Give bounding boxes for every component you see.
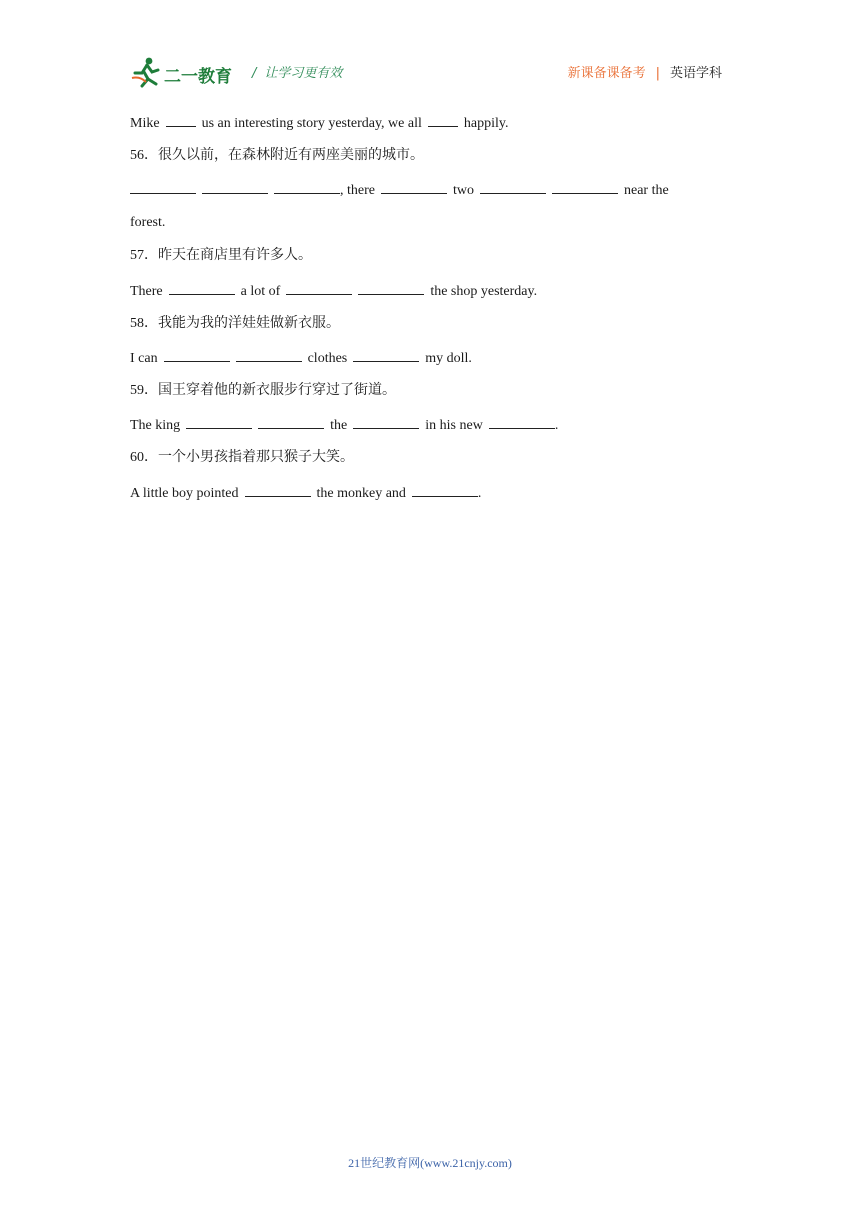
question-chinese: 很久以前，在森林附近有两座美丽的城市。 xyxy=(158,147,424,163)
answer-blank[interactable] xyxy=(202,179,268,194)
answer-blank[interactable] xyxy=(381,179,447,194)
answer-blank[interactable] xyxy=(186,414,252,429)
answer-blank[interactable] xyxy=(353,414,419,429)
page-footer[interactable]: 21世纪教育网(www.21cnjy.com) xyxy=(348,1156,512,1170)
answer-blank[interactable] xyxy=(258,414,324,429)
answer-blank[interactable] xyxy=(480,179,546,194)
answer-blank[interactable] xyxy=(358,280,424,295)
answer-blank[interactable] xyxy=(353,347,419,362)
answer-blank[interactable] xyxy=(169,280,235,295)
subject-label: 英语学科 xyxy=(669,66,722,81)
answer-blank[interactable] xyxy=(286,280,352,295)
q60-english: A little boy pointed the monkey and . xyxy=(130,482,730,516)
header-separator: | xyxy=(655,66,660,81)
question-number: 57． xyxy=(130,248,158,264)
question-chinese: 我能为我的洋娃娃做新衣服。 xyxy=(158,315,340,331)
question-number: 56． xyxy=(130,147,158,163)
header-right xyxy=(568,62,722,81)
answer-blank[interactable] xyxy=(236,347,302,362)
answer-blank[interactable] xyxy=(552,179,618,194)
slogan-text: 让学习更有效 xyxy=(264,66,343,81)
q60-chinese xyxy=(130,448,730,482)
question-number: 60． xyxy=(130,449,158,465)
question-number: 58． xyxy=(130,315,158,331)
q58-chinese xyxy=(130,314,730,348)
slogan-slash: / xyxy=(252,66,257,81)
question-chinese: 国王穿着他的新衣服步行穿过了街道。 xyxy=(158,382,396,398)
header-label: 新课备课备考 xyxy=(567,66,646,81)
q59-chinese xyxy=(130,381,730,415)
slogan xyxy=(252,62,342,81)
q57-chinese xyxy=(130,246,730,280)
q55-english: Mike us an interesting story yesterday, we all happily. xyxy=(130,112,730,146)
q57-english: There a lot of the shop yesterday. xyxy=(130,280,730,314)
question-chinese: 昨天在商店里有许多人。 xyxy=(158,248,312,264)
answer-blank[interactable] xyxy=(489,414,555,429)
answer-blank[interactable] xyxy=(166,112,196,127)
page-header xyxy=(0,0,860,100)
answer-blank[interactable] xyxy=(274,179,340,194)
question-chinese: 一个小男孩指着那只猴子大笑。 xyxy=(158,449,354,465)
answer-blank[interactable] xyxy=(412,482,478,497)
answer-blank[interactable] xyxy=(245,482,311,497)
answer-blank[interactable] xyxy=(164,347,230,362)
logo-text: 二一教育 xyxy=(164,67,232,87)
question-number: 59． xyxy=(130,382,158,398)
q56-english-cont: forest. xyxy=(130,214,166,230)
runner-logo-icon xyxy=(130,56,164,88)
answer-blank[interactable] xyxy=(130,179,196,194)
worksheet-content xyxy=(130,112,730,515)
logo xyxy=(130,56,240,90)
q59-english: The king the in his new . xyxy=(130,414,730,448)
q56-chinese xyxy=(130,146,730,180)
answer-blank[interactable] xyxy=(428,112,458,127)
q56-english: , there two near the xyxy=(130,179,730,213)
q58-english: I can clothes my doll. xyxy=(130,347,730,381)
